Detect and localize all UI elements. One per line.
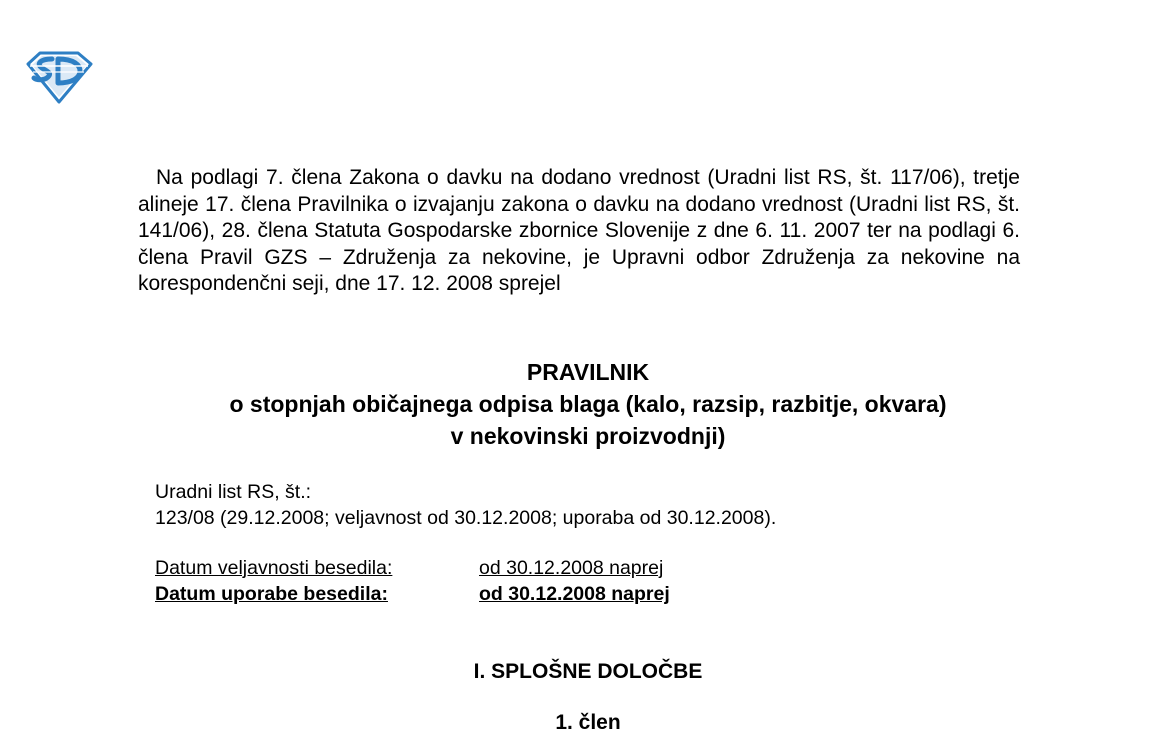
gazette-entry: 123/08 (29.12.2008; veljavnost od 30.12.2008; uporaba od 30.12.2008). [155, 507, 777, 529]
title-line-3: v nekovinski proizvodnji) [450, 423, 726, 449]
section-general-provisions [138, 658, 1038, 737]
use-date-label: Datum uporabe besedila: [155, 583, 388, 605]
section-title: I. SPLOŠNE DOLOČBE [473, 660, 703, 683]
gazette-label: Uradni list RS, št.: [155, 481, 312, 503]
use-date-value: od 30.12.2008 naprej [479, 583, 670, 605]
title-line-1: PRAVILNIK [526, 359, 650, 385]
document-title [138, 356, 1038, 452]
validity-date-label: Datum veljavnosti besedila: [155, 557, 393, 579]
sd-shield-logo-icon [22, 50, 96, 104]
validity-date-value: od 30.12.2008 naprej [479, 557, 664, 579]
article-heading: 1. člen [555, 711, 621, 734]
gazette-reference [155, 479, 776, 531]
preamble-paragraph: Na podlagi 7. člena Zakona o davku na dodano vrednost (Uradni list RS, št. 117/06), tretje alineje 17. člena Pravilnika o izvajanju zakona o davku na dodano vrednost (Uradni list RS, št. 141/06), 28. člena Statuta Gospodarske zbornice Slovenije z dne 6. 11. 2007 ter na podlagi 6. člena Pravil GZS – Združenja za nekovine, je Upravni odbor Združenja za nekovine na korespondenčni seji, dne 17. 12. 2008 sprejel [138, 166, 1020, 296]
title-line-2: o stopnjah običajnega odpisa blaga (kalo, razsip, razbitje, okvara) [229, 391, 947, 417]
